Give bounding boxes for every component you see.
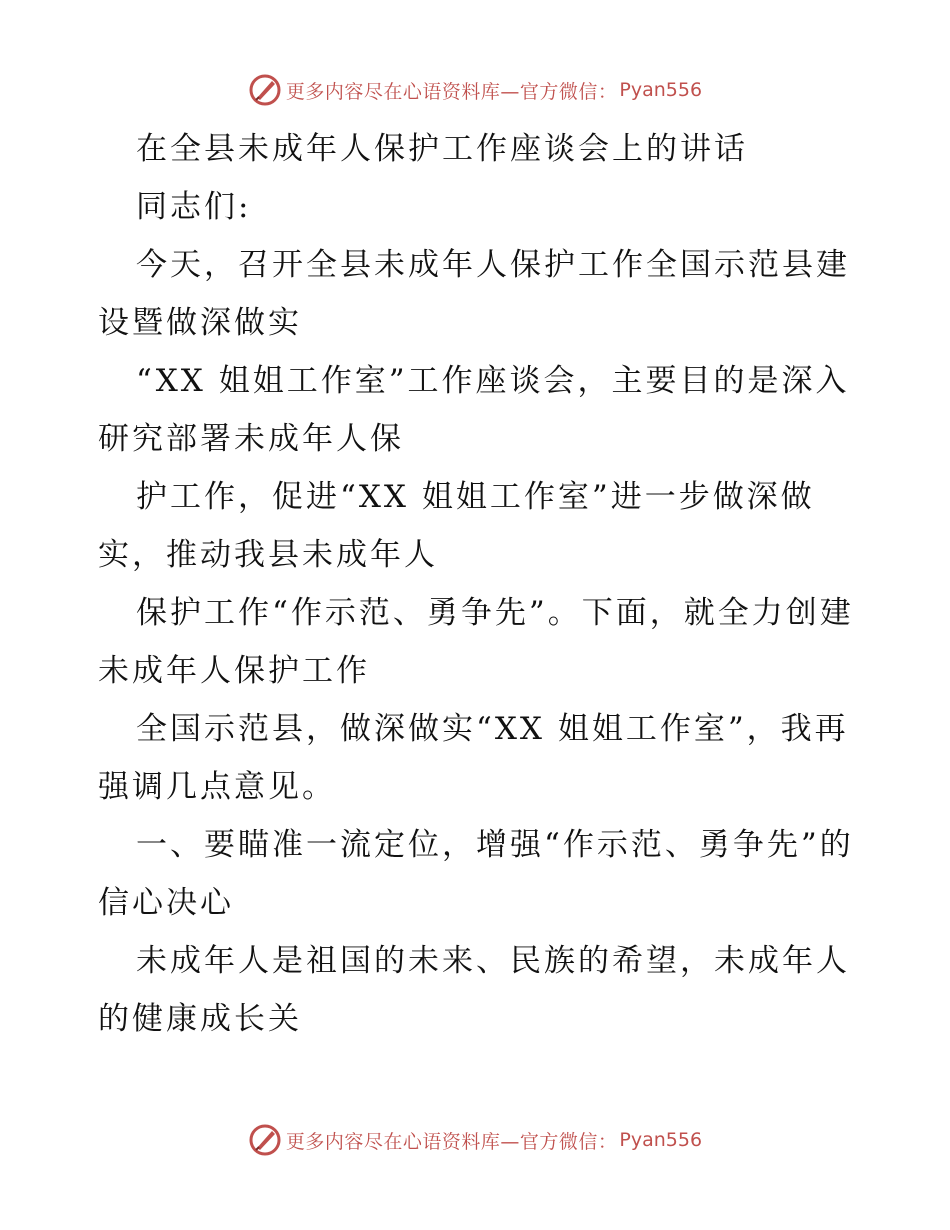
paragraph: 保护工作“作示范、勇争先”。下面，就全力创建未成年人保护工作 [98,595,854,689]
watermark-contact: Pyan556 [619,1129,703,1151]
watermark-header [0,70,950,110]
feather-pen-logo-icon [248,1123,282,1157]
watermark-text: 更多内容尽在心语资料库—官方微信： [285,1130,618,1153]
watermark-contact: Pyan556 [619,79,703,101]
watermark-text: 更多内容尽在心语资料库—官方微信： [285,80,618,103]
paragraph: 今天，召开全县未成年人保护工作全国示范县建设暨做深做实 [98,247,850,341]
section-heading: 一、要瞄准一流定位，增强“作示范、勇争先”的信心决心 [98,827,854,921]
watermark-footer [0,1120,950,1160]
paragraph: 全国示范县，做深做实“XX 姐姐工作室”，我再强调几点意见。 [98,711,849,805]
paragraph: 护工作，促进“XX 姐姐工作室”进一步做深做实，推动我县未成年人 [98,479,815,573]
feather-pen-logo-icon [248,73,282,107]
document-title: 在全县未成年人保护工作座谈会上的讲话 [136,131,748,167]
paragraph: 未成年人是祖国的未来、民族的希望，未成年人的健康成长关 [98,943,850,1037]
paragraph: 同志们: [136,189,252,225]
document-body [98,120,858,1048]
paragraph: “XX 姐姐工作室”工作座谈会，主要目的是深入研究部署未成年人保 [98,363,850,457]
